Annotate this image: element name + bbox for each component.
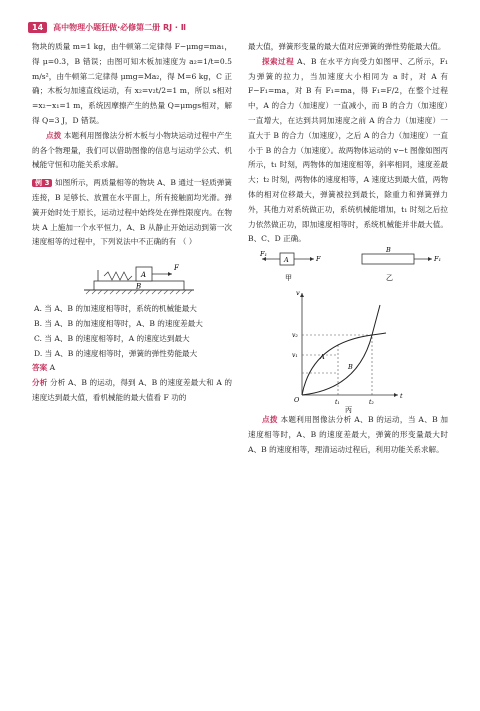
t-axis-head	[394, 393, 398, 397]
book-title: 高中物理小题狂做·必修第二册 RJ · Ⅱ	[53, 22, 186, 32]
yi-block-b	[362, 254, 414, 264]
jia-caption: 甲	[285, 274, 292, 283]
answer-value: A	[49, 363, 56, 373]
v-axis-head	[300, 293, 304, 297]
tip-paragraph	[32, 129, 232, 173]
answer-label: 答案	[32, 363, 48, 373]
force-diagrams	[248, 247, 448, 285]
force-arrowhead	[168, 272, 172, 276]
analysis-continued: 最大值，弹簧形变量的最大值对应弹簧的弹性势能最大值。	[248, 42, 446, 51]
option-b: B. 当 A、B 的加速度相等时，A、B 的速度差最大	[34, 318, 203, 328]
t2-label: t₂	[369, 399, 374, 407]
block-a-label: A	[141, 271, 147, 280]
yi-f1-head	[428, 257, 432, 261]
answer-line	[32, 361, 232, 376]
option-d: D. 当 A、B 的速度相等时，弹簧的弹性势能最大	[34, 348, 198, 358]
curve-a-label: A	[320, 353, 325, 362]
page-header	[28, 20, 186, 34]
yi-caption: 乙	[386, 274, 393, 283]
explore-paragraph	[248, 55, 448, 247]
vt-graph	[248, 285, 448, 413]
example-question	[32, 176, 232, 250]
explore-text: A、B 在水平方向受力如图甲、乙所示，F₁ 为弹簧的拉力，当加速度大小相同为 a 时，对 A 有 F−F₁=ma，对 B 有 F₁=ma，得 F₁=F/2，在整个过程中，A 的合力（加速度）一直减小，而 B 的合力（加速度）一直增大，在达到共同加速度之前 A 的合力（加速度）一直大于 B 的合力（加速度），之后 A 的合力（加速度）一直小于 B 的合力（加速度）。故两物体运动的 v−t 图像如图丙所示，t₁ 时刻，两物体的加速度相等，斜率相同，速度差最大；t₂ 时刻，两物体的速度相等，A 速度达到最大值，两物体的相对位移最大，弹簧被拉到最长，除重力和弹簧弹力外，其他力对系统做正功，系统机械能增加，t₁ 时刻之后拉力依然做正功，即加速度相等时，系统机械能并非最大值。B、C、D 正确。	[248, 56, 449, 244]
tip-paragraph-2	[248, 413, 448, 457]
curve-b	[302, 305, 380, 395]
jia-f1-label: F₁	[260, 250, 268, 259]
explore-label: 探索过程	[262, 56, 295, 66]
origin-label: O	[294, 396, 300, 405]
ground-hatch	[86, 290, 192, 294]
block-b-label: B	[136, 282, 142, 291]
force-label: F	[174, 264, 179, 273]
answer-paren: （ ）	[178, 237, 197, 247]
curve-b-label: B	[348, 363, 353, 372]
yi-f1-label: F₁	[434, 255, 442, 264]
analysis-text: 分析 A、B 的运动，得到 A、B 的速度差最大和 A 的速度达到最大值，看机械能的最大值看 F 功的	[32, 378, 233, 402]
t-axis-label: t	[400, 392, 403, 401]
jia-f-label: F	[316, 255, 321, 264]
jia-a-label: A	[284, 256, 289, 265]
spring-shape	[104, 272, 132, 280]
example-text: 如图所示，两质量相等的物块 A、B 通过一轻质弹簧连接，B 足够长、放置在水平面上，所有接触面均光滑。弹簧开始时处于原长，运动过程中始终处在弹性限度内。在物块 A 上施加一个水平恒力，A、B 从静止开始运动到第一次速度相等的过程中，下列说法中不正确的有	[32, 178, 233, 247]
page-number: 14	[28, 22, 47, 33]
tip-text-2: 本题利用图像法分析 A、B 的运动，当 A、B 加速度相等时，A、B 的速度差最大，弹簧的形变量最大时 A、B 的速度相等，理清运动过程后，利用功能关系求解。	[248, 415, 448, 454]
example-label: 例 3	[32, 179, 52, 187]
tip-label: 点拨	[46, 130, 62, 140]
analysis-paragraph	[32, 376, 232, 406]
jia-f-head	[310, 257, 314, 261]
solution-continued: 物块的质量 m=1 kg，由牛顿第二定律得 F−μmg=ma₁，得 μ=0.3，B 错误；由图可知木板加速度为 a₂=1/t=0.5 m/s²，由牛顿第二定律得 μmg=Ma₂，得 M=6 kg，C 正确；木板匀加速直线运动，有 x₂=v₂t/2=1 m，所以 s相对=x₂−x₁=1 m，系统因摩擦产生的热量 Q=μmgs相对，解得 Q=3 J，D 错误。	[32, 42, 232, 125]
curve-a	[302, 333, 386, 395]
yi-b-label: B	[386, 247, 391, 255]
tip-label-2: 点拨	[262, 415, 278, 425]
right-column	[248, 40, 448, 458]
option-c: C. 当 A、B 的速度相等时，A 的速度达到最大	[34, 333, 190, 343]
v1-label: v₁	[292, 352, 298, 360]
spring-blocks-figure	[32, 250, 232, 302]
v-axis-label: v	[296, 289, 300, 298]
tip-text: 本题利用图像法分析木板与小物块运动过程中产生的各个物理量，我们可以借助图像的信息与运动学公式、机械能守恒和功能关系求解。	[32, 130, 233, 170]
left-column	[32, 40, 232, 406]
analysis-label: 分析	[32, 378, 48, 388]
bing-caption: 丙	[345, 406, 352, 414]
option-a: A. 当 A、B 的加速度相等时，系统的机械能最大	[34, 304, 197, 314]
t1-label: t₁	[335, 399, 340, 407]
v2-label: v₂	[292, 332, 298, 340]
